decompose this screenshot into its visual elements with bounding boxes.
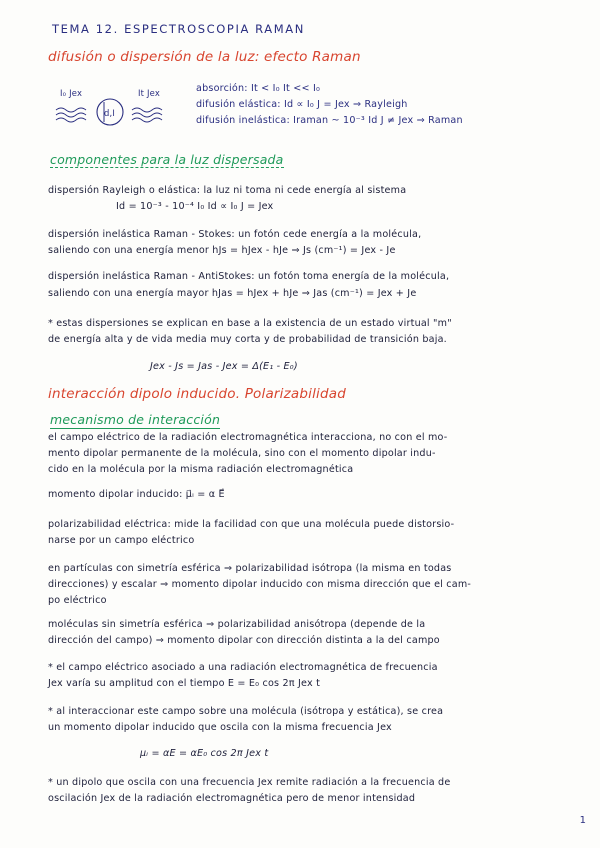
diagram-label-transmitted: It Jex: [138, 88, 161, 98]
transmitted-wave-icon: [132, 108, 162, 112]
mechanism-line-1: el campo eléctrico de la radiación electromagnética interacciona, no con el mo-: [48, 432, 448, 443]
polarizability-line-2: narse por un campo eléctrico: [48, 535, 195, 546]
equation-frequency-shift: Jex - Js = Jas - Jex = Δ(E₁ - E₀): [150, 361, 298, 372]
diagram-label-incident: I₀ Jex: [60, 88, 83, 98]
process-absorption: absorción: It < I₀ It << I₀: [196, 83, 321, 94]
note-field-line-2: Jex varía su amplitud con el tiempo E = E₀ cos 2π Jex t: [48, 678, 321, 689]
rayleigh-line-2: Id = 10⁻³ - 10⁻⁴ I₀ Id ∝ I₀ J = Jex: [116, 201, 274, 212]
polarizability-line-1: polarizabilidad eléctrica: mide la facilidad con que una molécula puede distorsio-: [48, 519, 455, 530]
note-field-line-1: * el campo eléctrico asociado a una radiación electromagnética de frecuencia: [48, 662, 438, 673]
section-interaction: interacción dipolo inducido. Polarizabilidad: [48, 386, 347, 402]
process-elastic: difusión elástica: Id ∝ I₀ J = Jex ⇒ Rayleigh: [196, 99, 408, 110]
subsection-mechanism: mecanismo de interacción: [50, 412, 221, 427]
equation-induced-dipole: μᵢ = αE = αE₀ cos 2π Jex t: [140, 748, 269, 759]
page-title: TEMA 12. ESPECTROSCOPIA RAMAN: [52, 22, 305, 36]
section-title-diffusion: difusión o dispersión de la luz: efecto Raman: [48, 49, 361, 65]
stokes-line-1: dispersión inelástica Raman - Stokes: un fotón cede energía a la molécula,: [48, 229, 422, 240]
stokes-line-2: saliendo con una energía menor hJs = hJex - hJe ⇒ Js (cm⁻¹) = Jex - Je: [48, 245, 396, 256]
note-interaction-line-2: un momento dipolar inducido que oscila con la misma frecuencia Jex: [48, 722, 392, 733]
page-number: 1: [579, 815, 586, 826]
rayleigh-line-1: dispersión Rayleigh o elástica: la luz ni toma ni cede energía al sistema: [48, 185, 407, 196]
note-oscillation-line-2: oscilación Jex de la radiación electromagnética pero de menor intensidad: [48, 793, 416, 804]
note-virtual-state-line-2: de energía alta y de vida media muy corta y de probabilidad de transición baja.: [48, 334, 447, 345]
nonspherical-line-2: dirección del campo) ⇒ momento dipolar con dirección distinta a la del campo: [48, 635, 440, 646]
antistokes-line-2: saliendo con una energía mayor hJas = hJex + hJe ⇒ Jas (cm⁻¹) = Jex + Je: [48, 288, 417, 299]
nonspherical-line-1: moléculas sin simetría esférica ⇒ polarizabilidad anisótropa (depende de la: [48, 619, 426, 630]
note-virtual-state-line-1: * estas dispersiones se explican en base a la existencia de un estado virtual "m": [48, 318, 452, 329]
note-oscillation-line-1: * un dipolo que oscila con una frecuencia Jex remite radiación a la frecuencia de: [48, 777, 451, 788]
mechanism-line-3: cido en la molécula por la misma radiación electromagnética: [48, 464, 354, 475]
diagram-label-sample: d,I: [104, 108, 116, 118]
section-components: componentes para la luz dispersada: [50, 152, 284, 167]
antistokes-line-1: dispersión inelástica Raman - AntiStokes: un fotón toma energía de la molécula,: [48, 271, 450, 282]
spherical-line-1: en partículas con simetría esférica ⇒ polarizabilidad isótropa (la misma en todas: [48, 563, 452, 574]
process-inelastic: difusión inelástica: Iraman ~ 10⁻³ Id J ≠ Jex ⇒ Raman: [196, 115, 463, 126]
incident-wave-icon: [56, 108, 86, 112]
spherical-line-2: direcciones) y escalar ⇒ momento dipolar inducido con misma dirección que el cam-: [48, 579, 472, 590]
mechanism-line-2: mento dipolar permanente de la molécula, sino con el momento dipolar indu-: [48, 448, 436, 459]
induced-dipole-definition: momento dipolar inducido: μ⃗ᵢ = α E⃗: [48, 489, 225, 500]
spherical-line-3: po eléctrico: [48, 595, 107, 606]
note-interaction-line-1: * al interaccionar este campo sobre una molécula (isótropa y estática), se crea: [48, 706, 444, 717]
